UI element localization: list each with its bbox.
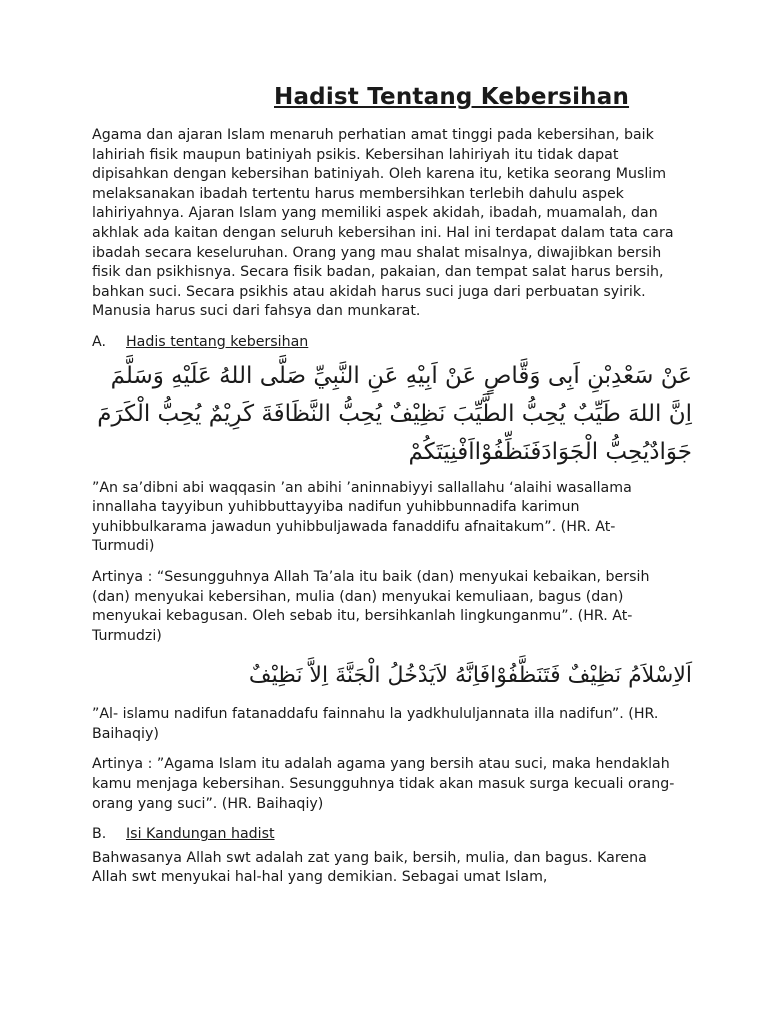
hadith1-translation: Artinya : “Sesungguhnya Allah Ta’ala itu baik (dan) menyukai kebaikan, bersih (dan) menyukai kebersihan, mulia (dan) menyukai kemuliaan, bagus (dan) menyukai kebagusan. Oleh sebab itu, bersihkanlah lingkunganmu”. (HR. At- Turmudzi) — [92, 568, 650, 644]
section-b-paragraph: Bahwasanya Allah swt adalah zat yang baik, bersih, mulia, dan bagus. Karena Allah swt menyukai hal-hal yang demikian. Sebagai umat Islam, — [92, 849, 647, 886]
hadith1-arabic-line: جَوَادٌيُحِبُّ الْجَوَادَفَنَظِّفُوْااَفْنِيَتَكُمْ — [408, 438, 692, 465]
hadith1-arabic-line: اِنَّ اللهَ طَيِّبٌ يُحِبُّ الطَّيِّبَ نَظِيْفٌ يُحِبُّ النَّظَافَةَ كَرِيْمٌ يُحِبُّ الْكَرَمَ — [97, 400, 692, 427]
section-b-label: B. — [92, 826, 107, 843]
document-body — [92, 126, 692, 899]
hadith1-arabic — [92, 357, 692, 471]
section-a-label: A. — [92, 333, 106, 350]
hadith1-transliteration: ”An sa’dibni abi waqqasin ’an abihi ’aninnabiyyi sallallahu ‘alaihi wasallama innallaha tayyibun yuhibbuttayyiba nadifun yuhibbunnadifa karimun yuhibbulkarama jawadun yuhibbuljawada fanaddifu afnaitakum”. (HR. At- Turmudi) — [92, 479, 632, 555]
intro-paragraph: Agama dan ajaran Islam menaruh perhatian amat tinggi pada kebersihan, baik lahiriah fisik maupun batiniyah psikis. Kebersihan lahiriyah itu tidak dapat dipisahkan dengan kebersihan batiniyah. Oleh karena itu, ketika seorang Muslim melaksanakan ibadah tertentu harus membersihkan terlebih dahulu aspek lahiriyahnya. Ajaran Islam yang memiliki aspek akidah, ibadah, muamalah, dan akhlak ada kaitan dengan seluruh kebersihan ini. Hal ini terdapat dalam tata cara ibadah secara keseluruhan. Orang yang mau shalat misalnya, diwajibkan bersih fisik dan psikhisnya. Secara fisik badan, pakaian, dan tempat salat harus bersih, bahkan suci. Secara psikhis atau akidah harus suci juga dari perbuatan syirik. Manusia harus suci dari fahsya dan munkarat. — [92, 127, 674, 320]
hadith1-arabic-line: عَنْ سَعْدِبْنِ اَبِى وَقَّاصٍ عَنْ اَبِيْهِ عَنِ النَّبِيِّ صَلَّى اللهُ عَلَيْهِ وَسَلَّمَ — [110, 362, 692, 389]
section-a-heading-text: Hadis tentang kebersihan — [126, 333, 309, 350]
hadith2-transliteration: ”Al- islamu nadifun fatanaddafu fainnahu la yadkhululjannata illa nadifun”. (HR. Baihaqiy) — [92, 706, 659, 742]
document-title: Hadist Tentang Kebersihan — [274, 84, 630, 110]
section-b-heading-text: Isi Kandungan hadist — [126, 826, 275, 843]
hadith2-translation: Artinya : ”Agama Islam itu adalah agama yang bersih atau suci, maka hendaklah kamu menjaga kebersihan. Sesungguhnya tidak akan masuk surga kecuali orang-orang yang suci”. (HR. Baihaqiy) — [92, 756, 675, 812]
section-a-heading — [92, 333, 682, 353]
hadith2-arabic: اَلاِسْلاَمُ نَظِيْفٌ فَتَنَظَّفُوْافَاِنَّهُ لاَيَدْخُلُ الْجَنَّةَ اِلاَّ نَظِيْفٌ — [248, 663, 692, 689]
section-b-heading — [92, 825, 682, 845]
